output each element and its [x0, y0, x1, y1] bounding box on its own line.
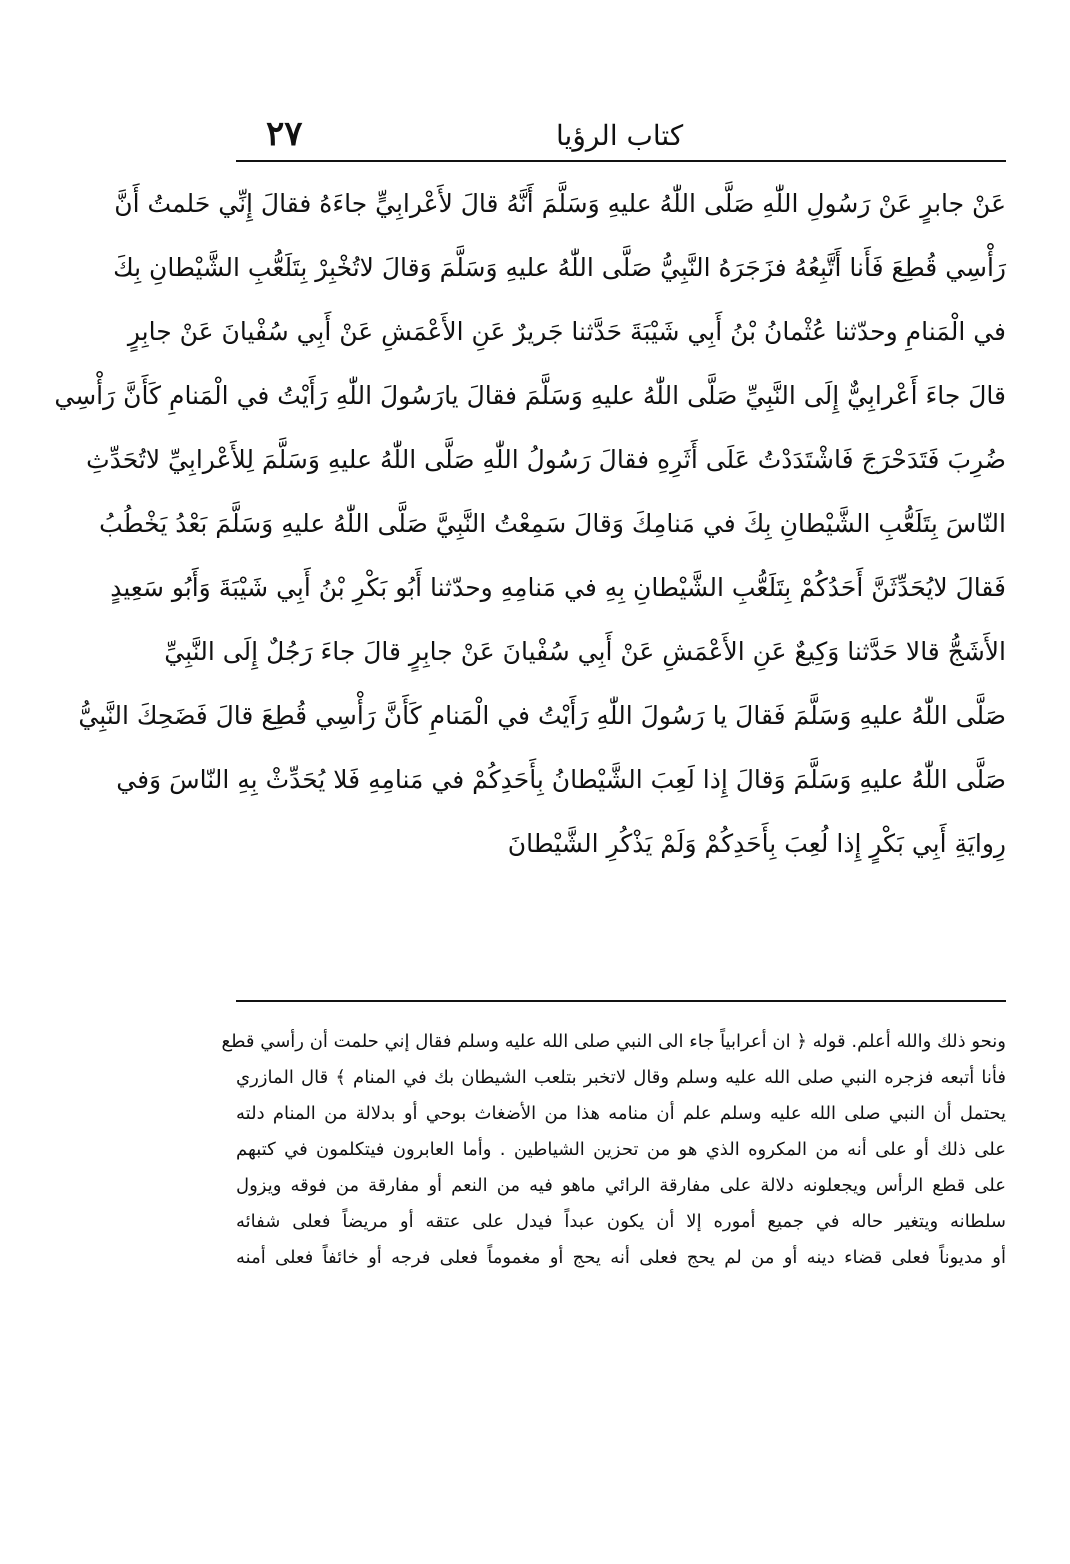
main-text-line: صَلَّى اللّٰهُ عليهِ وَسَلَّمَ وَقالَ إِذا لَعِبَ الشَّيْطانُ بِأَحَدِكُمْ في مَنامِهِ فَلا يُحَدِّثْ بِهِ النّاسَ وَفي — [116, 765, 1006, 794]
main-text-line: قالَ جاءَ أَعْرابِيٌّ إِلَى النَّبِيِّ صَلَّى اللّٰهُ عليهِ وَسَلَّمَ فقالَ يارَسُولَ اللّٰهِ رَأَيْتُ في الْمَنامِ كَأَنَّ رَأْسِي — [54, 381, 1006, 410]
footnote-block — [221, 1024, 1006, 1364]
main-text-line: الأَشَجُّ قالا حَدَّثنا وَكِيعٌ عَنِ الأَعْمَشِ عَنْ أَبِي سُفْيانَ عَنْ جابِرٍ قالَ جاءَ رَجُلٌ إِلَى النَّبِيِّ — [164, 637, 1006, 666]
page-header — [236, 108, 1006, 156]
main-text-line: رَأْسِي قُطِعَ فَأَنا أَتَّبِعُهُ فزَجَرَهُ النَّبِيُّ صَلَّى اللّٰهُ عليهِ وَسَلَّمَ وَقالَ لاتُخْبِرْ بِتَلَعُّبِ الشَّيْطانِ بِكَ — [113, 253, 1006, 282]
main-text-line: في الْمَنامِ وحدّثنا عُثْمانُ بْنُ أَبِي شَيْبَةَ حَدَّثنا جَريرٌ عَنِ الأَعْمَشِ عَنْ أَبِي سُفْيانَ عَنْ جابِرٍ — [127, 317, 1006, 346]
header-rule — [236, 160, 1006, 162]
footnote-line: على ذلك أو على أنه من المكروه الذي هو من تحزين الشياطين . وأما العابرون فيتكلمون في كتبهم — [236, 1139, 1006, 1160]
main-text-block — [54, 172, 1006, 990]
main-text-line: رِوايَةِ أَبِي بَكْرٍ إِذا لُعِبَ بِأَحَدِكُمْ وَلَمْ يَذْكُرِ الشَّيْطانَ — [507, 829, 1006, 858]
main-text-line: عَنْ جابرٍ عَنْ رَسُولِ اللّٰهِ صَلَّى اللّٰهُ عليهِ وَسَلَّمَ أَنَّهُ قالَ لأَعْرابِيٍّ جاءَهُ فقالَ إِنِّي حَلمتُ أَنَّ — [114, 189, 1006, 218]
footnote-line: فأنا أتبعه فزجره النبي صلى الله عليه وسلم وقال لاتخبر بتلعب الشيطان بك في المنام ﴾ قال المازري — [236, 1067, 1006, 1088]
footnote-separator-rule — [236, 1000, 1006, 1002]
main-text-line: ضُرِبَ فَتَدَحْرَجَ فَاشْتَدَدْتُ عَلَى أَثَرِهِ فقالَ رَسُولُ اللّٰهِ صَلَّى اللّٰهُ عليهِ وَسَلَّمَ لِلأَعْرابِيِّ لاتُحَدِّثِ — [86, 445, 1006, 474]
footnote-line: أو مديوناً فعلى قضاء دينه أو من لم يحج فعلى أنه يحج أو مغموماً فعلى فرجه أو خائفاً فعلى أمنه — [236, 1247, 1006, 1268]
main-text-line: النّاسَ بِتَلَعُّبِ الشَّيْطانِ بِكَ في مَنامِكَ وَقالَ سَمِعْتُ النَّبِيَّ صَلَّى اللّٰهُ عليهِ وَسَلَّمَ بَعْدُ يَخْطُبُ — [99, 509, 1006, 538]
footnote-line: يحتمل أن النبي صلى الله عليه وسلم علم أن منامه هذا من الأضغاث بوحي أو بدلالة من المنام دلته — [236, 1103, 1006, 1124]
main-text-line: فَقالَ لايُحَدِّثَنَّ أَحَدُكُمْ بِتَلَعُّبِ الشَّيْطانِ بِهِ في مَنامِهِ وحدّثنا أَبُو بَكْرِ بْنُ أَبِي شَيْبَةَ وَأَبُو سَعِيدٍ — [110, 573, 1006, 602]
page-number: ٢٧ — [266, 114, 303, 154]
main-text-line: صَلَّى اللّٰهُ عليهِ وَسَلَّمَ فَقالَ يا رَسُولَ اللّٰهِ رَأَيْتُ في الْمَنامِ كَأَنَّ رَأْسِي قُطِعَ قالَ فَضَحِكَ النَّبِيُّ — [78, 701, 1006, 730]
footnote-line: سلطانه ويتغير حاله في جميع أموره إلا أن يكون عبداً فيدل على عتقه أو مريضاً فعلى شفائه — [236, 1211, 1006, 1232]
footnote-line: على قطع الرأس ويجعلونه دلالة على مفارقة الرائي ماهو فيه من النعم أو مفارقة من فوقه ويزول — [236, 1175, 1006, 1196]
running-title: كتاب الرؤيا — [556, 119, 684, 152]
footnote-line: ونحو ذلك والله أعلم. قوله ﴿ ان أعرابياً جاء الى النبي صلى الله عليه وسلم فقال إني حلمت أن رأسي قطع — [221, 1031, 1006, 1052]
